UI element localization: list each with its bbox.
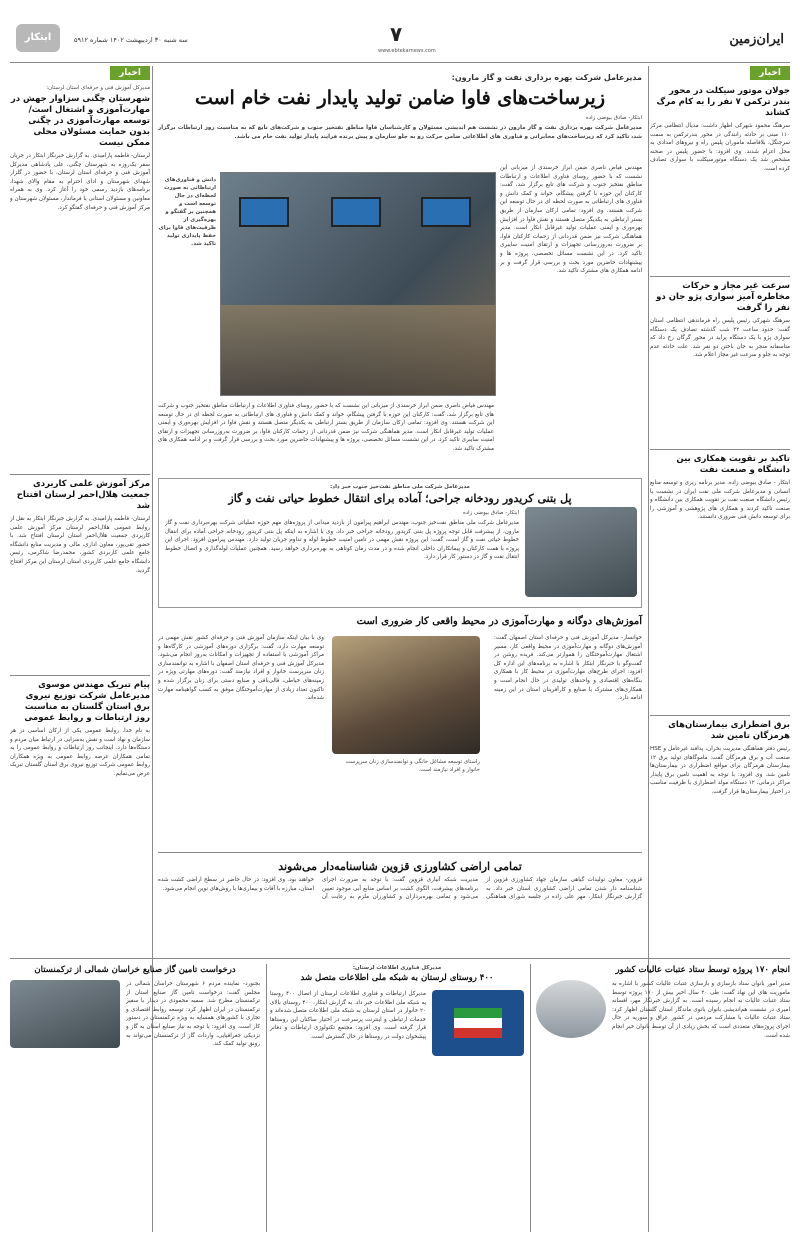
main-photo [220, 172, 496, 396]
education-article [158, 614, 642, 850]
left-news-body-1: لرستان- فاطمه پارامیدی. به گزارش خبرنگار ابتکار در جریان سفر یک‌روزه به شهرستان چگنی، علی پادشاهی مدیرکل آموزش فنی و حرفه‌ای استان لرستان، با حضور در گلزار شهدای شهرستان و ادای احترام به مقام والای شهدا، برنامه‌های بازدید رسمی خود را آغاز کرد. وی به همراه معاونین و مسئولان استانی با فرماندار، مسئولان شهرستان و مرکز آموزش فنی و حرفه‌ای گفتگو کرد. [10, 153, 150, 211]
website: www.ebtekarnews.com [378, 48, 436, 54]
main-lead: مدیرعامل شرکت بهره برداری نفت و گاز مارون در نشست هم اندیشی مسئولان و کارشناسان فاوا مناطق نفتخیز جنوب و شرکت‌های تابع که به مناسبت روز ارتباطات برگزار شد، تاکید کرد که زیرساخت‌های مخابراتی و فناوری های اطلاعاتی ضامن حرکت رو به جلو سازمان و پیش برنده فرایند پایدار تولید نفت خام می باشد. [158, 125, 642, 140]
left-news-title-1: شهرستان چگنی سزاوار جهش در مهارت‌آموزی و اشتغال است/توسعه مهارت‌آموزی در چگنی بدون حمایت مسئولان محلی ممکن نیست [10, 94, 150, 148]
right-news-body-2: سرهنگ شهرکی رئیس پلیس راه فرماندهی انتظامی استان گفت: حدود ساعت ۲۲ شب گذشته تصادف یک دستگاه سواری پژو با یک دستگاه پراید در محور گرگان رخ داد که متاسفانه منجر به جان باختن دو نفر شد. علت حادثه عدم توجه به جلو و سرعت غیر مجاز اعلام شد. [650, 318, 790, 359]
left-news-title-3: پیام تبریک مهندس موسوی مدیرعامل شرکت توزیع نیروی برق استان گلستان به مناسبت روز ارتباطات و روابط عمومی [24, 680, 150, 723]
section-divider [10, 958, 790, 959]
header-divider [10, 62, 790, 63]
education-headline: آموزش‌های دوگانه و مهارت‌آموزی در محیط واقعی کار ضروری است [356, 616, 642, 627]
right-news-title-1: جولان موتور سیکلت در محور بندر ترکمن ۷ نفر را به کام مرگ کشاند [656, 86, 790, 118]
education-photo-caption: راستای توسعه مشاغل خانگی و توانمندسازی زنان سرپرست خانوار و افراد نیازمند است. [345, 759, 480, 773]
main-body: مهندس فیاض ناصری ضمن ابراز خرسندی از میزبانی این نشست که با حضور روسای فناوری اطلاعات و ارتباطات مناطق نفتخیز جنوب و شرکت های تابع برگزار شد، گفت: کارکنان این حوزه با گرفتن پیشگام، خواند و کمک دانش و فناوری های ارتباطاتی به صورت لحظه ای در حال توسعه این شرکت هستند. وی افزود: تمامی ارکان سازمان از طریق بستر ارتباطی به یکدیگر متصل هستند و نقش فاوا در افزایش بهره‌وری و ایمنی عملیات تولید غیرقابل انکار است. مدیر هماهنگی شرکت نیز ضمن قدردانی از زحمات کارکنان فاوا، بر ضرورت به‌روزرسانی تجهیزات و ارتقای امنیت سایبری تاکید کرد. در این نشست مسائل تخصصی، پروژه ها و پیشنهادات حاضرین مورد بحث و بررسی قرار گرفت و بر ادامه همکاری های مشترک تاکید شد. [500, 165, 642, 275]
main-article [158, 72, 642, 472]
agriculture-article [158, 858, 642, 954]
bottom-headline-3: درخواست تامین گاز صنایع خراسان شمالی از ترکمنستان [34, 965, 236, 975]
bottom-headline-2: ۴۰۰ روستای لرستان به شبکه ملی اطلاعات متصل شد [300, 973, 494, 983]
bottom-headline-1: انجام ۱۷۰ پروژه توسط ستاد عتبات عالیات کشور [615, 965, 790, 975]
pipeline-photo [525, 507, 637, 597]
pipeline-kicker: مدیرعامل شرکت ملی مناطق نفت‌خیز جنوب خبر داد: [330, 484, 470, 490]
main-photo-caption: دانش و فناوری‌های ارتباطاتی به صورت لحظه‌ای در حال توسعه است و همچنین بر گفتگو و بهره‌گیری از ظرفیت‌های فاوا برای حفظ پایداری تولید تاکید شد. [158, 177, 216, 247]
pipeline-byline: ابتکار- صادق بیوضی زاده [462, 510, 519, 516]
main-kicker: مدیرعامل شرکت بهره برداری نفت و گاز مارون: [451, 73, 642, 82]
newspaper-logo: ابتکار [16, 24, 60, 52]
page-header [10, 18, 790, 58]
education-photo [332, 636, 480, 754]
bottom-kicker-2: مدیرکل فناوری اطلاعات لرستان: [352, 965, 442, 971]
right-column-tag: اخبار [750, 66, 790, 80]
agriculture-headline: تمامی اراضی کشاورزی قزوین شناسنامه‌دار می‌شوند [278, 860, 522, 873]
bottom-body-2: مدیرکل ارتباطات و فناوری اطلاعات لرستان از اتصال ۴۰۰ روستا به شبکه ملی اطلاعات خبر داد. به گزارش ابتکار، ۴۰۰ روستای بالای ۲۰ خانوار در استان لرستان به شبکه ملی اطلاعات متصل شده‌اند و خدمات ارتباطی و اینترنت پرسرعت در اختیار ساکنان این روستاها قرار گرفته است. وی افزود: مجتمع تکنولوژی ارتباطات و دفاتر پیشخوان دولت در روستاها در حال گسترش است. [270, 991, 426, 1040]
section-title: ایران‌زمین [729, 32, 784, 47]
bottom-article-1 [536, 964, 790, 1232]
main-byline: ابتکار- صادق بیوضی زاده [585, 115, 642, 121]
main-body-continued: مهندس فیاض ناصری ضمن ابراز خرسندی از میزبانی این نشست که با حضور روسای فناوری اطلاعات و ارتباطات مناطق نفتخیز جنوب و شرکت های تابع برگزار شد، گفت: کارکنان این حوزه با گرفتن پیشگام، خواند و کمک دانش و فناوری های ارتباطاتی به صورت لحظه ای در حال توسعه این شرکت هستند. وی افزود: تمامی ارکان سازمان از طریق بستر ارتباطی به یکدیگر متصل هستند و نقش فاوا در افزایش بهره‌وری و ایمنی عملیات تولید غیرقابل انکار است. مدیر هماهنگی شرکت نیز ضمن قدردانی از زحمات کارکنان فاوا، بر ضرورت به‌روزرسانی تجهیزات و ارتقای امنیت سایبری تاکید کرد. در این نشست مسائل تخصصی، پروژه ها و پیشنهادات حاضرین مورد بحث و بررسی قرار گرفت و بر ادامه همکاری های مشترک تاکید شد. [158, 403, 494, 452]
bottom-article-2 [270, 964, 524, 1232]
right-news-body-1: سرهنگ محمود شهرکی اظهار داشت: مدیال انتظامی مرکز ۱۱۰ مبنی بر حادثه رانندگی در محور بندرترکمن به سمت سرجنگل، بلافاصله ماموران پلیس راه و نیروهای امدادی به محل اعزام شدند. وی افزود: با حضور پلیس در صحنه مشخص شد یک دستگاه موتورسیکلت با سواری تصادف کرده است. [650, 123, 790, 172]
education-body-right: خوانسار- مدیرکل آموزش فنی و حرفه‌ای استان اصفهان گفت: آموزش‌های دوگانه و مهارت‌آموزی در محیط واقعی کار، مسیر اشتغال مهارت‌آموختگان را هموارتر می‌کند. فریده روشن در گفت‌وگو با خبرنگار ابتکار با اشاره به برنامه‌های این اداره کل افزود: اجرای طرح‌های مهارت‌آموزی در محیط کار با همکاری بنگاه‌های اقتصادی و واحدهای تولیدی در حال انجام است و همکاری‌های مشترک با صنایع و کارآفرینان استان در این زمینه ادامه دارد. [494, 635, 642, 702]
pipeline-headline: پل بتنی کریدور رودخانه جراحی؛ آماده برای انتقال خطوط حیاتی نفت و گاز [228, 492, 572, 505]
bottom-photo-3 [10, 980, 120, 1048]
left-news-title-2: مرکز آموزش علمی کاربردی جمعیت هلال‌احمر لرستان افتتاح شد [16, 479, 150, 511]
section-divider [158, 852, 642, 853]
right-news-title-3: تاکید بر تقویت همکاری بین دانشگاه و صنعت نفت [676, 454, 790, 475]
divider [650, 715, 790, 716]
agriculture-body: قزوین- معاون تولیدات گیاهی سازمان جهاد کشاورزی قزوین از شناسنامه دار شدن تمامی اراضی کشاورزی استان خبر داد. به گزارش خبرنگار ابتکار، مهر علی زاده در جلسه شورای هماهنگی مدیریت شبکه آبیاری قزوین گفت: با توجه به ضرورت اجرای برنامه‌های پیشرفت، الگوی کشت بر اساس منابع آبی موجود تعیین می‌شود و تمامی بهره‌برداران و کشاورزان ملزم به رعایت آن خواهند بود. وی افزود: در حال حاضر در سطح اراضی کشت شده استان، مبارزه با آفات و بیماری‌ها با روش‌های نوین انجام می‌شود. [158, 877, 642, 901]
right-news-body-4: رئیس دفتر هماهنگی مدیریت بحران، پدافند غیرعامل و HSE صنعت آب و برق هرمزگان گفت: ماموگاهای تولید برق ۱۲ بیمارستان هرمزگان برای مواقع اضطراری در بیمارستان‌ها تامین شد. وی افزود: با توجه به اهمیت تامین برق پایدار مراکز درمانی، ۱۲ دستگاه مولد اضطراری با ظرفیت مناسب در اختیار بیمارستان‌ها قرار گرفت. [650, 746, 790, 795]
left-news-body-3: به نام خدا. روابط عمومی یکی از ارکان اساسی در هر سازمان و نهاد است و نقش به‌سزایی در ارتباط میان مردم و دستگاه‌ها دارد. اینجانب روز ارتباطات و روابط عمومی را به تمامی همکاران عرصه روابط عمومی به ویژه همکاران روابط عمومی شرکت توزیع نیروی برق استان گلستان تبریک عرض می‌نمایم. [10, 728, 150, 777]
column-divider [266, 964, 267, 1232]
left-column-tag: اخبار [110, 66, 150, 80]
pipeline-article [158, 478, 642, 608]
divider [10, 675, 150, 676]
date-line: سه شنبه ۳۰ اردیبهشت ۱۴۰۲ شماره ۵۹۱۲ [74, 36, 188, 44]
bottom-photo-1 [536, 980, 606, 1038]
left-news-kicker-1: مدیرکل آموزش فنی و حرفه‌ای استان لرستان: [46, 85, 150, 91]
page-number: ۷ [390, 22, 403, 46]
pipeline-body: مدیرعامل شرکت ملی مناطق نفت‌خیز جنوب، مهندس ابراهیم پیرامون از بازدید میدانی از پروژه‌های مهم حوزه عملیاتی شرکت بهره‌برداری نفت و گاز مارون، از پیشرفت قابل توجه پروژه پل بتنی کریدور رودخانه جراحی خبر داد. وی با اشاره به اینکه پل بتنی کریدور رودخانه جراحی آماده برای انتقال خطوط حیاتی نفت و گاز است، گفت: این پروژه نقش مهمی در تامین امنیت خطوط لوله و تداوم جریان تولید دارد. مهندس پیرامون افزود: اجرای این پروژه با همت کارکنان و پیمانکاران داخلی انجام شده و در مدت زمان کوتاهی به بهره‌برداری خواهد رسید. همچنین عملیات لوله‌گذاری و اتصال خطوط انتقال نفت و گاز در دستور کار قرار دارد. [165, 520, 519, 561]
education-body-left: وی با بیان اینکه سازمان آموزش فنی و حرفه‌ای کشور نقش مهمی در توسعه مهارت دارد، گفت: برگزاری دوره‌های آموزشی در کارگاه‌ها و مراکز آموزشی با استفاده از تجهیزات و امکانات به‌روز انجام می‌شود. مدیرکل آموزش فنی و حرفه‌ای استان اصفهان با اشاره به توانمندسازی زنان سرپرست خانوار و افراد نیازمند گفت: دوره‌های مهارتی ویژه در زمینه‌های خیاطی، قالی‌بافی و صنایع دستی برای زنان برگزار شده و تاکنون تعداد زیادی از مهارت‌آموختگان موفق به کسب گواهینامه مهارت شده‌اند. [158, 635, 324, 702]
divider [10, 474, 150, 475]
bottom-body-3: بجنورد- نماینده مردم ۶ شهرستان خراسان شمالی در مجلس گفت: درخواست تامین گاز صنایع استان از ترکمنستان مطرح شد. سمیه محمودی در دیدار با سفیر ترکمنستان در ایران اظهار کرد: توسعه روابط اقتصادی و تجاری با کشورهای همسایه به ویژه ترکمنستان در دستور کار است. وی افزود: با توجه به نیاز صنایع استان به گاز و نزدیکی جغرافیایی، واردات گاز از ترکمنستان می‌تواند به رونق تولید کمک کند. [126, 981, 260, 1048]
right-news-body-3: ابتکار - صادق بیوضی زاده. مدیر برنامه ریزی و توسعه منابع انسانی و مدیرعامل شرکت ملی نفت ایران در نشست با رئیس دانشگاه صنعت نفت بر تقویت همکاری بین دانشگاه و صنعت تاکید کردند و همکاری های پژوهشی و آموزشی را برای توسعه دانش فنی ضروری دانستند. [650, 480, 790, 521]
bottom-body-1: مدیر امور بانوان ستاد بازسازی و بازسازی عتبات عالیات کشور با اشاره به ماموریت های این نهاد گفت: طی ۲۰ سال اخیر بیش از ۱۷۰ پروژه توسط ستاد عتبات عالیات به انجام رسیده است. به گزارش خبرنگار مهر، افسانه امیری در نشست هم‌اندیشی بانوان بانوی ماندگار استان گلستان اظهار کرد: ستاد عتبات عالیات با مشارکت مردمی در کشور عراق و سوریه در حال اجرای پروژه‌های متعددی است که بخش زیادی از آن توسط بانوان خیر انجام شده است. [612, 981, 790, 1039]
left-news-body-2: لرستان- فاطمه پارامیدی. به گزارش خبرنگار ابتکار به نقل از روابط عمومی هلال‌احمر لرستان مرکز آموزش علمی کاربردی جمعیت هلال‌احمر استان لرستان افتتاح شد. با حضور تقی‌پور، معاون اداری، مالی و مدیریت منابع دانشگاه جامع علمی کاربردی کشور، محمدرضا شاکرمی، رئیس دانشگاه جامع علمی کاربردی استان لرستان این مرکز افتتاح گردید. [10, 516, 150, 574]
right-news-title-2: سرعت غیر مجاز و حرکات مخاطره آمیز سواری پژو جان دو نفر را گرفت [656, 281, 790, 313]
right-news-title-4: برق اضطراری بیمارستان‌های هرمزگان تامین شد [668, 720, 790, 741]
divider [650, 449, 790, 450]
divider [650, 276, 790, 277]
bottom-article-3 [10, 964, 260, 1232]
main-headline: زیرساخت‌های فاوا ضامن تولید پایدار نفت خام است [194, 87, 606, 109]
bottom-photo-2 [432, 990, 524, 1056]
column-divider [530, 964, 531, 1232]
